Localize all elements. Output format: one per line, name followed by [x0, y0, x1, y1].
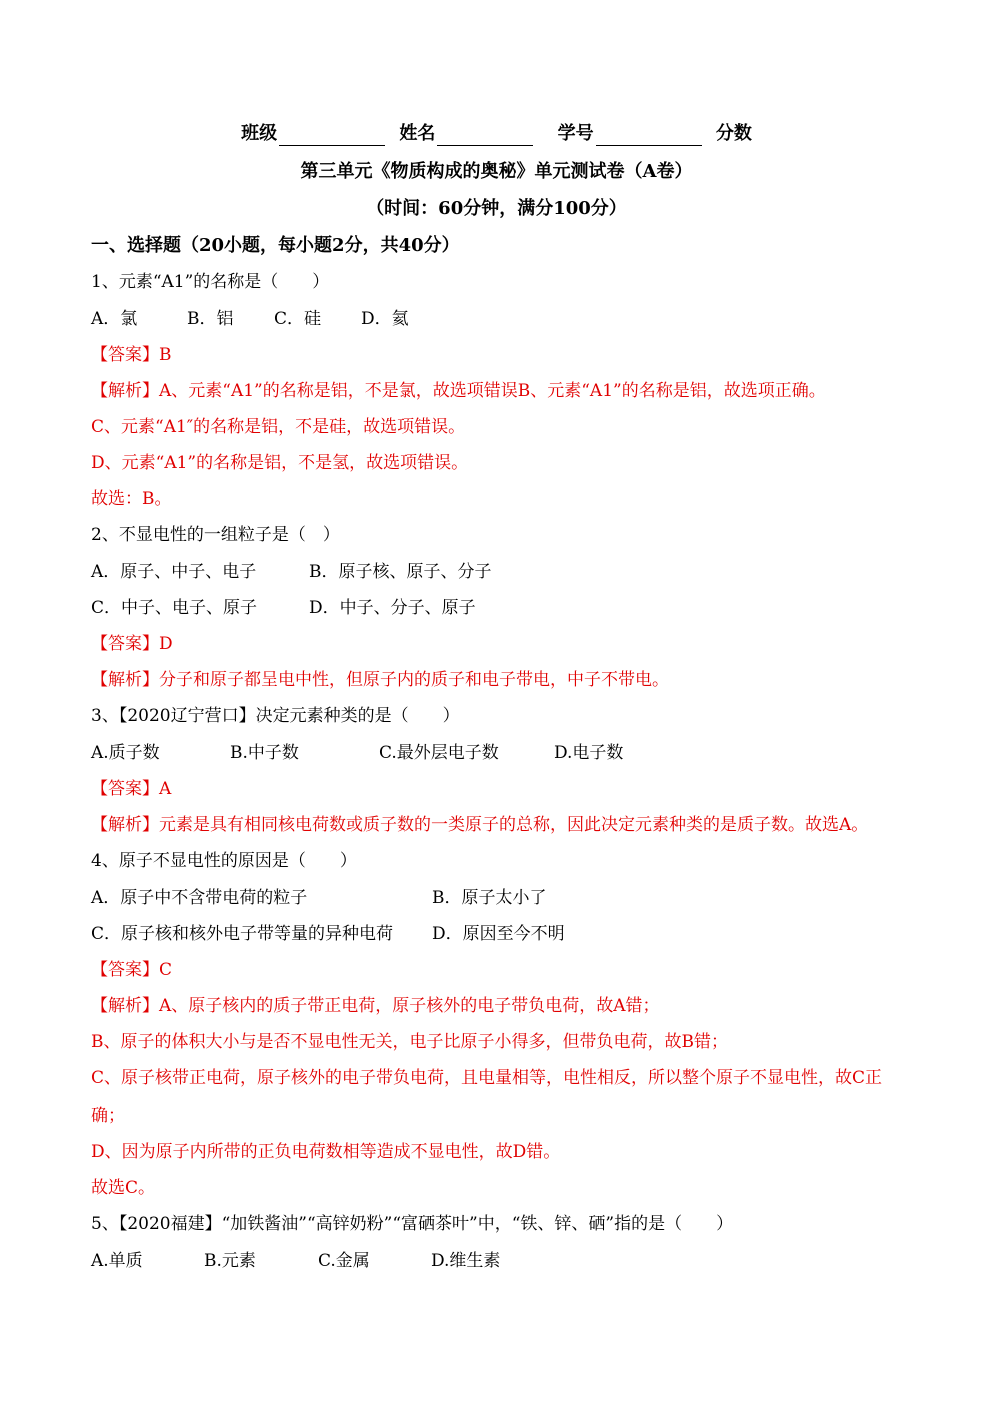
- q5-option-d[interactable]: D.维生素: [431, 1251, 501, 1271]
- q2-answer: 【答案】D: [91, 634, 173, 654]
- q3-answer: 【答案】A: [91, 779, 172, 799]
- q1-option-a[interactable]: A．氯: [91, 309, 138, 329]
- q5-option-b[interactable]: B.元素: [204, 1251, 256, 1271]
- q4-analysis-5: D、因为原子内所带的正负电荷数相等造成不显电性，故D错。: [91, 1142, 561, 1162]
- q1-option-d[interactable]: D．氦: [361, 309, 409, 329]
- q1-analysis-2: C、元素“A1″的名称是铝，不是硅，故选项错误。: [91, 417, 466, 437]
- student-info-row: [0, 122, 993, 146]
- q4-analysis-2: B、原子的体积大小与是否不显电性无关，电子比原子小得多，但带负电荷，故B错；: [91, 1032, 728, 1052]
- q1-option-b[interactable]: B．铝: [187, 309, 234, 329]
- q4-option-d[interactable]: D．原因至今不明: [432, 924, 565, 944]
- exam-subtitle: （时间：60分钟，满分100分）: [366, 198, 627, 219]
- q4-option-b[interactable]: B．原子太小了: [432, 888, 547, 908]
- q2-stem: 2、不显电性的一组粒子是（ ）: [91, 525, 340, 545]
- q3-option-b[interactable]: B.中子数: [230, 743, 299, 763]
- q5-option-a[interactable]: A.单质: [91, 1251, 143, 1271]
- q1-answer: 【答案】B: [91, 345, 172, 365]
- q2-option-a[interactable]: A．原子、中子、电子: [91, 562, 257, 582]
- student-id-blank[interactable]: [596, 125, 702, 146]
- q1-analysis-1: 【解析】A、元素“A1”的名称是铝，不是氯，故选项错误B、元素“A1”的名称是铝，故选项正确。: [91, 381, 826, 401]
- q2-option-c[interactable]: C．中子、电子、原子: [91, 598, 258, 618]
- q3-stem: 3、【2020辽宁营口】决定元素种类的是（ ）: [91, 706, 460, 726]
- q1-conclusion: 故选：B。: [91, 489, 172, 509]
- class-blank[interactable]: [279, 125, 385, 146]
- q4-analysis-1: 【解析】A、原子核内的质子带正电荷，原子核外的电子带负电荷，故A错；: [91, 996, 660, 1016]
- q4-answer: 【答案】C: [91, 960, 173, 980]
- name-label: 姓名: [399, 123, 436, 144]
- q3-option-d[interactable]: D.电子数: [554, 743, 624, 763]
- q5-option-c[interactable]: C.金属: [318, 1251, 370, 1271]
- q1-analysis-3: D、元素“A1”的名称是铝，不是氢，故选项错误。: [91, 453, 469, 473]
- q4-option-a[interactable]: A．原子中不含带电荷的粒子: [91, 888, 308, 908]
- q4-option-c[interactable]: C．原子核和核外电子带等量的异种电荷: [91, 924, 394, 944]
- q1-stem: 1、元素“A1”的名称是（ ）: [91, 272, 330, 292]
- q3-option-c[interactable]: C.最外层电子数: [379, 743, 499, 763]
- q4-conclusion: 故选C。: [91, 1178, 156, 1198]
- q3-option-a[interactable]: A.质子数: [91, 743, 160, 763]
- q2-analysis: 【解析】分子和原子都呈电中性，但原子内的质子和电子带电，中子不带电。: [91, 670, 669, 690]
- q4-stem: 4、原子不显电性的原因是（ ）: [91, 851, 357, 871]
- section-heading: 一、选择题（20小题，每小题2分，共40分）: [91, 235, 460, 256]
- q4-analysis-3: C、原子核带正电荷，原子核外的电子带负电荷，且电量相等，电性相反，所以整个原子不显电性，故C正: [91, 1068, 883, 1088]
- q3-analysis: 【解析】元素是具有相同核电荷数或质子数的一类原子的总称，因此决定元素种类的是质子数。故选A。: [91, 815, 869, 835]
- q2-option-d[interactable]: D．中子、分子、原子: [309, 598, 476, 618]
- score-label: 分数: [715, 123, 752, 144]
- name-blank[interactable]: [437, 125, 533, 146]
- q4-analysis-4: 确；: [91, 1106, 125, 1126]
- class-label: 班级: [241, 123, 278, 144]
- exam-title: 第三单元《物质构成的奥秘》单元测试卷（A卷）: [300, 161, 693, 182]
- q5-stem: 5、【2020福建】“加铁酱油”“高锌奶粉”“富硒茶叶”中，“铁、锌、硒”指的是（ ）: [91, 1214, 734, 1234]
- q1-option-c[interactable]: C．硅: [274, 309, 322, 329]
- q2-option-b[interactable]: B．原子核、原子、分子: [309, 562, 492, 582]
- student-id-label: 学号: [557, 123, 594, 144]
